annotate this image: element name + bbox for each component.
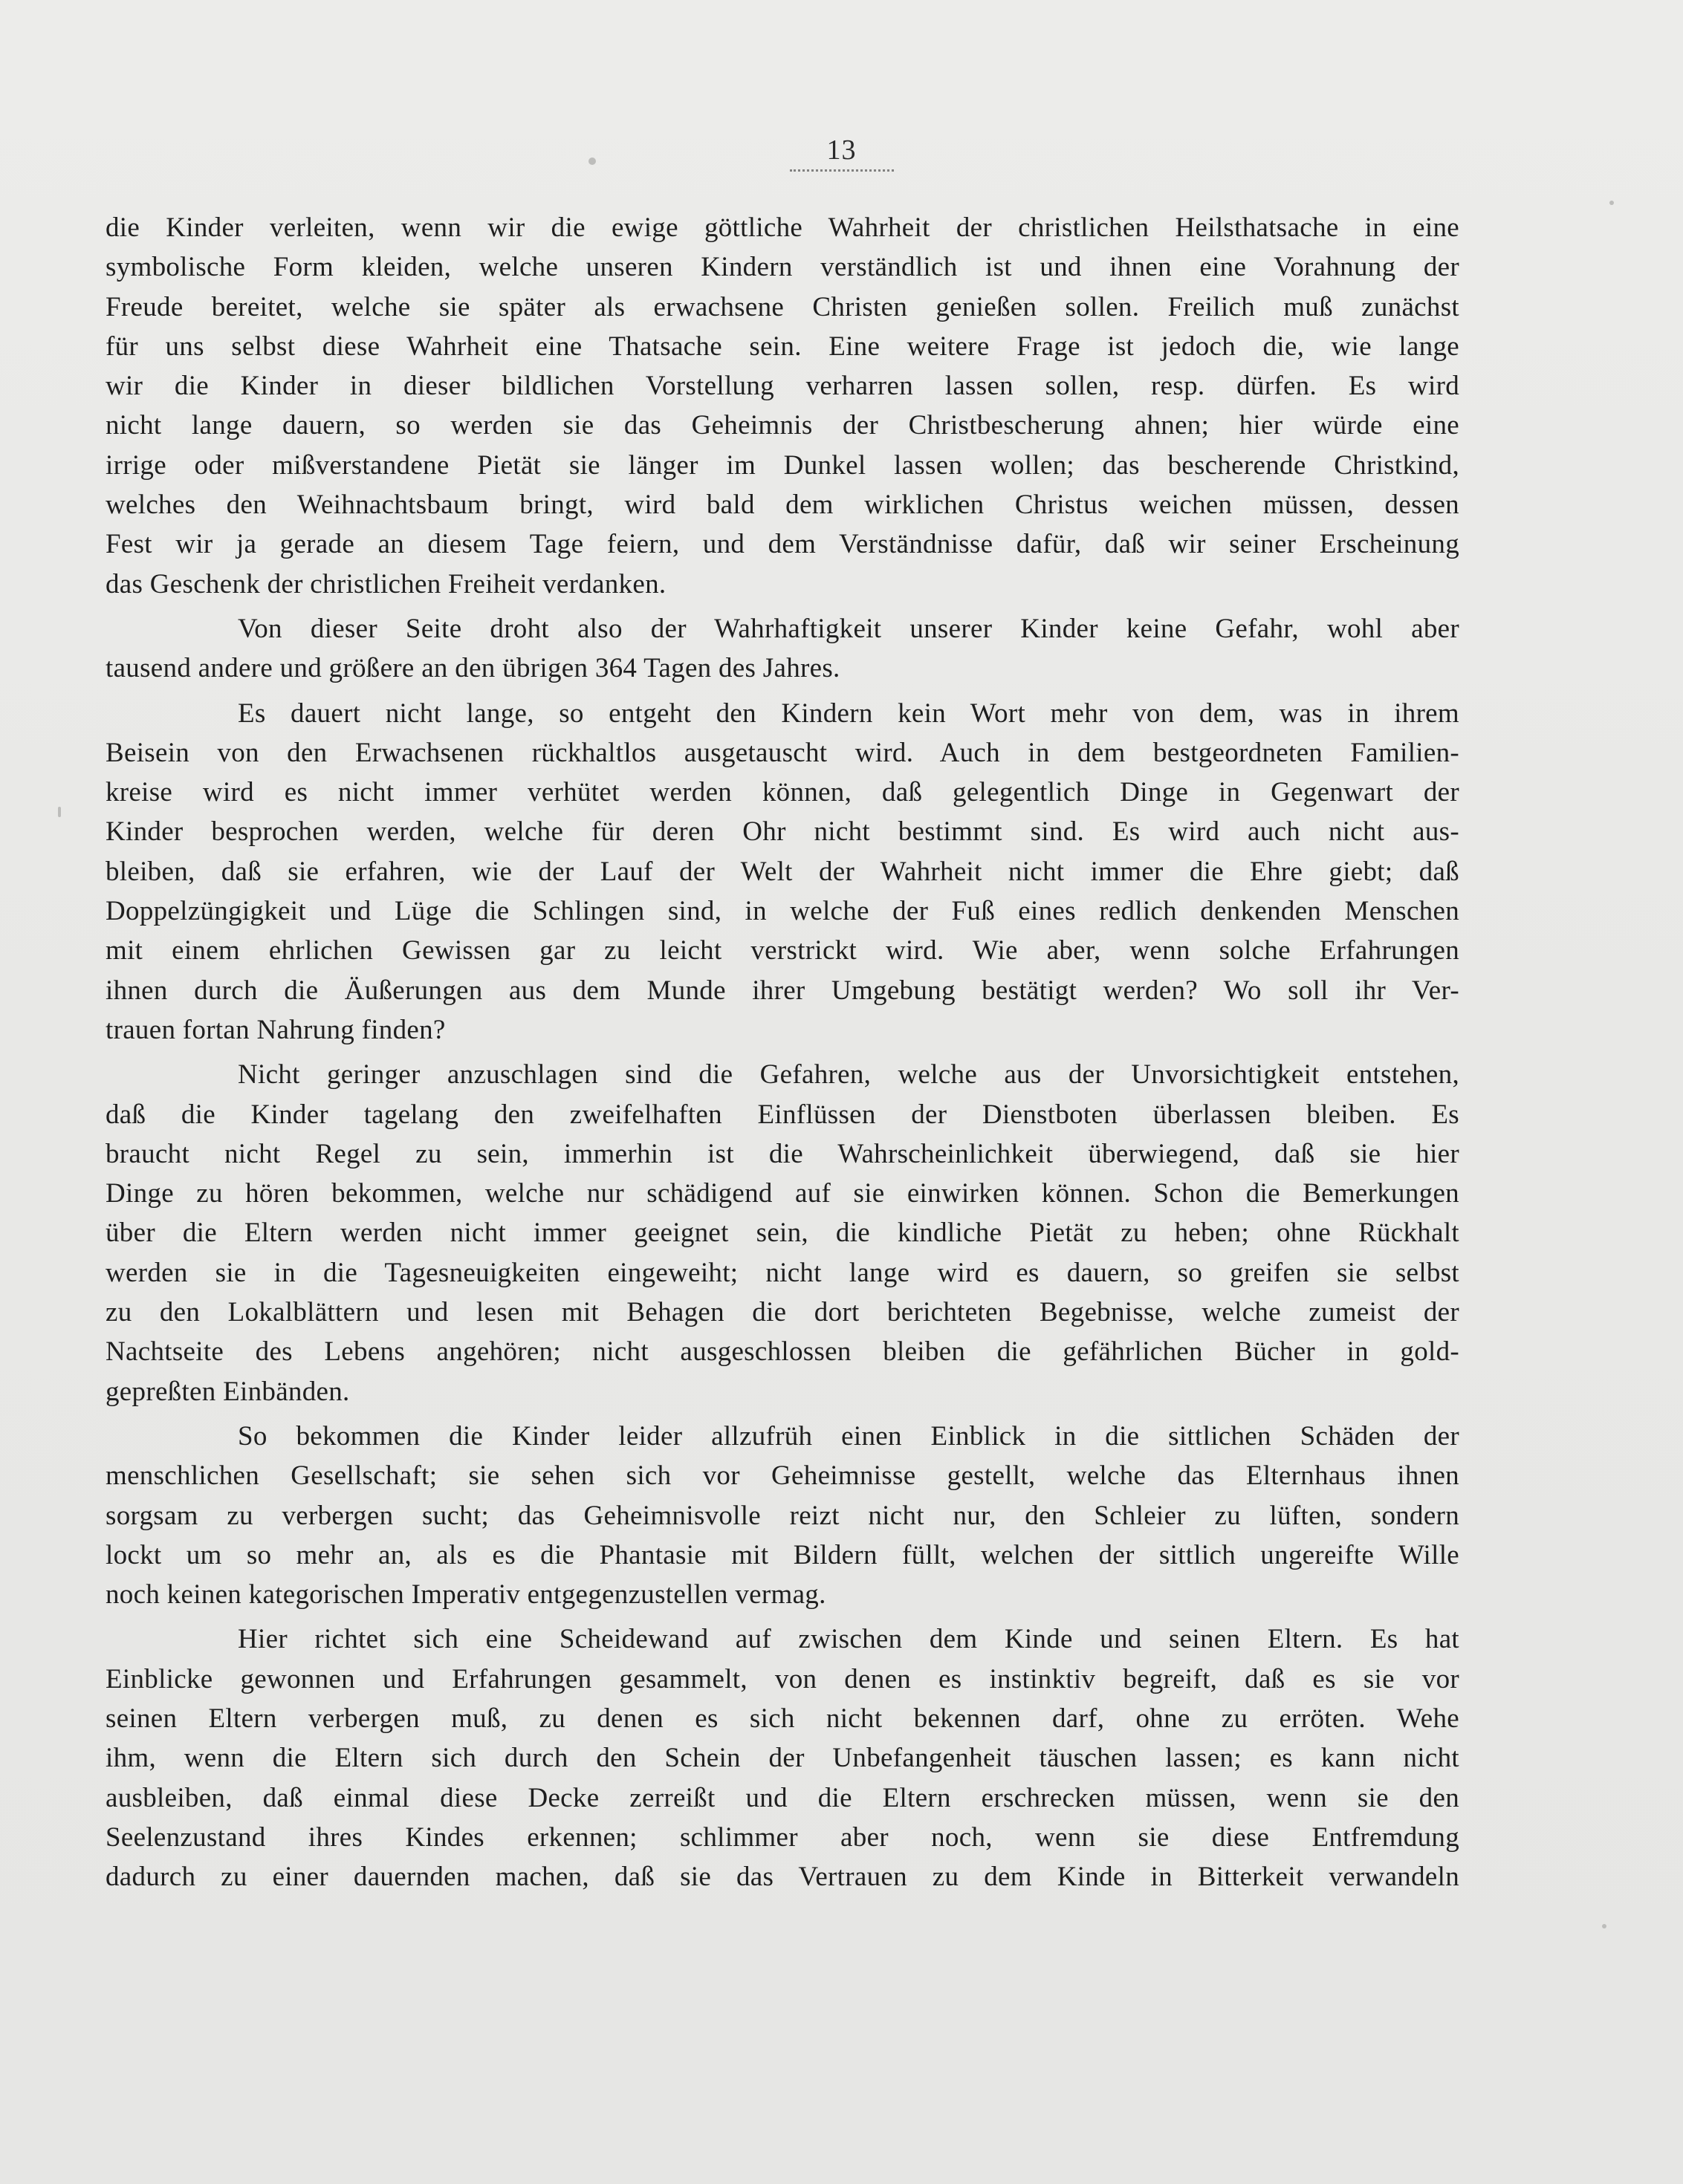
scan-speck bbox=[1602, 1924, 1606, 1928]
text-line: seinen Eltern verbergen muß, zu denen es sich nicht bekennen darf, ohne zu erröten. Wehe bbox=[106, 1703, 1459, 1734]
paragraph bbox=[106, 1055, 1459, 1411]
text-line: Beisein von den Erwachsenen rückhaltlos ausgetauscht wird. Auch in dem bestgeordneten Familien- bbox=[106, 737, 1459, 768]
paragraph bbox=[106, 609, 1459, 689]
text-line: Dinge zu hören bekommen, welche nur schädigend auf sie einwirken können. Schon die Bemerkungen bbox=[106, 1178, 1459, 1209]
text-line: symbolische Form kleiden, welche unseren Kindern verständlich ist und ihnen eine Vorahnung der bbox=[106, 252, 1459, 283]
text-line: Doppelzüngigkeit und Lüge die Schlingen sind, in welche der Fuß eines redlich denkenden Menschen bbox=[106, 896, 1459, 927]
text-line: über die Eltern werden nicht immer geeignet sein, die kindliche Pietät zu heben; ohne Rückhalt bbox=[106, 1218, 1459, 1249]
page-number-underline bbox=[790, 169, 894, 174]
text-line: tausend andere und größere an den übrigen 364 Tagen des Jahres. bbox=[106, 653, 840, 684]
text-line: trauen fortan Nahrung finden? bbox=[106, 1014, 446, 1045]
text-line: mit einem ehrlichen Gewissen gar zu leicht verstrickt wird. Wie aber, wenn solche Erfahrungen bbox=[106, 935, 1459, 966]
paragraph bbox=[106, 1619, 1459, 1897]
text-line: werden sie in die Tagesneuigkeiten eingeweiht; nicht lange wird es dauern, so greifen sie selbst bbox=[106, 1257, 1459, 1288]
text-line: Freude bereitet, welche sie später als erwachsene Christen genießen sollen. Freilich muß zunächst bbox=[106, 291, 1459, 322]
text-line: Nachtseite des Lebens angehören; nicht ausgeschlossen bleiben die gefährlichen Bücher in gold- bbox=[106, 1336, 1459, 1368]
text-line: Fest wir ja gerade an diesem Tage feiern, und dem Verständnisse dafür, daß wir seiner Erscheinung bbox=[106, 529, 1459, 560]
body-text bbox=[106, 208, 1459, 1897]
text-line: Es dauert nicht lange, so entgeht den Kindern kein Wort mehr von dem, was in ihrem bbox=[238, 698, 1459, 729]
text-line: Von dieser Seite droht also der Wahrhaftigkeit unserer Kinder keine Gefahr, wohl aber bbox=[238, 613, 1459, 644]
text-line: Hier richtet sich eine Scheidewand auf zwischen dem Kinde und seinen Eltern. Es hat bbox=[238, 1624, 1459, 1655]
text-line: lockt um so mehr an, als es die Phantasie mit Bildern füllt, welchen der sittlich ungereifte Wille bbox=[106, 1539, 1459, 1570]
text-line: kreise wird es nicht immer verhütet werden können, daß gelegentlich Dinge in Gegenwart der bbox=[106, 777, 1459, 808]
paragraph bbox=[106, 694, 1459, 1050]
page-number: 13 bbox=[826, 134, 857, 166]
text-line: die Kinder verleiten, wenn wir die ewige göttliche Wahrheit der christlichen Heilsthatsache in eine bbox=[106, 212, 1459, 243]
page-header bbox=[0, 134, 1683, 174]
text-line: das Geschenk der christlichen Freiheit verdanken. bbox=[106, 568, 667, 599]
text-line: ihm, wenn die Eltern sich durch den Schein der Unbefangenheit täuschen lassen; es kann nicht bbox=[106, 1743, 1459, 1774]
text-line: zu den Lokalblättern und lesen mit Behagen die dort berichteten Begebnisse, welche zumeist der bbox=[106, 1297, 1459, 1328]
paragraph bbox=[106, 1417, 1459, 1614]
text-line: Seelenzustand ihres Kindes erkennen; schlimmer aber noch, wenn sie diese Entfremdung bbox=[106, 1821, 1459, 1853]
text-line: dadurch zu einer dauernden machen, daß sie das Vertrauen zu dem Kinde in Bitterkeit verwandeln bbox=[106, 1862, 1459, 1893]
text-line: Nicht geringer anzuschlagen sind die Gefahren, welche aus der Unvorsichtigkeit entstehen, bbox=[238, 1059, 1459, 1091]
text-line: ausbleiben, daß einmal diese Decke zerreißt und die Eltern erschrecken müssen, wenn sie den bbox=[106, 1782, 1459, 1813]
scan-speck bbox=[58, 807, 61, 817]
text-line: wir die Kinder in dieser bildlichen Vorstellung verharren lassen sollen, resp. dürfen. Es wird bbox=[106, 371, 1459, 402]
text-line: Kinder besprochen werden, welche für deren Ohr nicht bestimmt sind. Es wird auch nicht aus- bbox=[106, 816, 1459, 848]
text-line: braucht nicht Regel zu sein, immerhin ist die Wahrscheinlichkeit überwiegend, daß sie hier bbox=[106, 1138, 1459, 1169]
text-line: menschlichen Gesellschaft; sie sehen sich vor Geheimnisse gestellt, welche das Elternhaus ihnen bbox=[106, 1460, 1459, 1492]
text-line: noch keinen kategorischen Imperativ entgegenzustellen vermag. bbox=[106, 1579, 826, 1611]
text-line: sorgsam zu verbergen sucht; das Geheimnisvolle reizt nicht nur, den Schleier zu lüften, sondern bbox=[106, 1500, 1459, 1531]
text-line: bleiben, daß sie erfahren, wie der Lauf der Welt der Wahrheit nicht immer die Ehre giebt; daß bbox=[106, 856, 1459, 887]
text-line: für uns selbst diese Wahrheit eine Thatsache sein. Eine weitere Frage ist jedoch die, wie lange bbox=[106, 331, 1459, 362]
scan-speck bbox=[1609, 201, 1614, 205]
paragraph bbox=[106, 208, 1459, 604]
text-line: daß die Kinder tagelang den zweifelhaften Einflüssen der Dienstboten überlassen bleiben. Es bbox=[106, 1099, 1459, 1130]
text-line: gepreßten Einbänden. bbox=[106, 1376, 350, 1407]
text-line: nicht lange dauern, so werden sie das Geheimnis der Christbescherung ahnen; hier würde eine bbox=[106, 410, 1459, 441]
text-line: irrige oder mißverstandene Pietät sie länger im Dunkel lassen wollen; das bescherende Christkind, bbox=[106, 449, 1459, 481]
text-line: So bekommen die Kinder leider allzufrüh einen Einblick in die sittlichen Schäden der bbox=[238, 1420, 1459, 1452]
text-line: welches den Weihnachtsbaum bringt, wird bald dem wirklichen Christus weichen müssen, dessen bbox=[106, 490, 1459, 521]
text-line: Einblicke gewonnen und Erfahrungen gesammelt, von denen es instinktiv begreift, daß es sie vor bbox=[106, 1663, 1459, 1694]
text-line: ihnen durch die Äußerungen aus dem Munde ihrer Umgebung bestätigt werden? Wo soll ihr Ver- bbox=[106, 975, 1459, 1006]
